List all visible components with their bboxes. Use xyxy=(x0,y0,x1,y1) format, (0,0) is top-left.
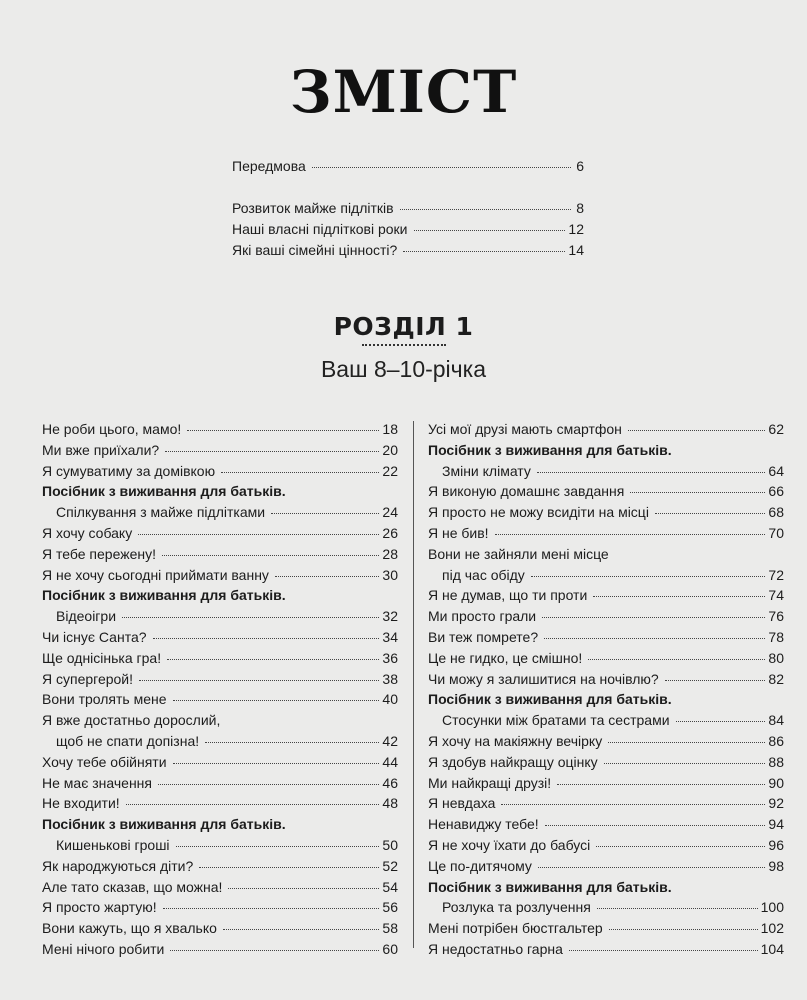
entry-title: Я просто не можу всидіти на місці xyxy=(428,504,649,521)
toc-entry[interactable] xyxy=(428,523,784,544)
entry-page: 70 xyxy=(768,524,784,541)
dot-leader xyxy=(569,950,758,951)
entry-page: 60 xyxy=(382,940,398,957)
toc-left-column xyxy=(42,419,398,960)
dot-leader xyxy=(596,846,765,847)
dot-leader xyxy=(676,721,766,722)
dot-leader xyxy=(275,576,379,577)
entry-title: Ми найкращі друзі! xyxy=(428,774,552,791)
entry-title: Посібник з виживання для батьків. xyxy=(428,878,672,895)
entry-page: 90 xyxy=(768,774,784,791)
entry-title: під час обіду xyxy=(442,566,525,583)
entry-title: Наші власні підліткові роки xyxy=(232,221,408,237)
dot-leader xyxy=(199,867,379,868)
entry-title: Посібник з виживання для батьків. xyxy=(428,441,672,458)
toc-entry[interactable] xyxy=(42,565,398,586)
entry-title: Я здобув найкращу оцінку xyxy=(428,753,598,770)
entry-page: 32 xyxy=(382,608,398,625)
entry-title: Мені потрібен бюстгальтер xyxy=(428,920,603,937)
dot-leader xyxy=(495,534,766,535)
dot-leader xyxy=(630,492,765,493)
entry-title: Я хочу на макіяжну вечірку xyxy=(428,732,603,749)
entry-title: Ми вже приїхали? xyxy=(42,441,160,458)
toc-entry[interactable] xyxy=(428,669,784,690)
entry-page: 88 xyxy=(768,753,784,770)
entry-page: 8 xyxy=(576,200,584,216)
dot-leader xyxy=(608,742,765,743)
entry-page: 20 xyxy=(382,441,398,458)
entry-title: Зміни клімату xyxy=(442,462,531,479)
toc-entry[interactable] xyxy=(42,461,398,482)
dot-leader xyxy=(544,638,765,639)
column-divider xyxy=(413,421,414,948)
toc-entry[interactable] xyxy=(428,918,784,939)
entry-title: Кишенькові гроші xyxy=(56,836,170,853)
page-title: ЗМІСТ xyxy=(289,58,518,126)
dot-leader xyxy=(173,763,380,764)
toc-entry[interactable] xyxy=(42,669,398,690)
guide-heading xyxy=(428,877,784,898)
toc-entry[interactable] xyxy=(428,835,784,856)
toc-entry[interactable] xyxy=(42,731,398,752)
dot-leader xyxy=(628,430,766,431)
entry-title: Ми просто грали xyxy=(428,608,537,625)
dot-leader xyxy=(167,659,379,660)
toc-entry[interactable] xyxy=(428,897,784,918)
entry-page: 58 xyxy=(382,920,398,937)
entry-page: 36 xyxy=(382,649,398,666)
entry-page: 14 xyxy=(568,242,584,258)
toc-entry[interactable] xyxy=(428,606,784,627)
entry-title: Посібник з виживання для батьків. xyxy=(42,587,286,604)
entry-title: Це не гидко, це смішно! xyxy=(428,649,583,666)
entry-title: Посібник з виживання для батьків. xyxy=(42,483,286,500)
entry-page: 12 xyxy=(568,221,584,237)
dot-leader xyxy=(542,617,765,618)
toc-entry[interactable] xyxy=(42,835,398,856)
toc-entry[interactable] xyxy=(232,219,584,240)
entry-page: 24 xyxy=(382,504,398,521)
entry-title: Я вже достатньо дорослий, xyxy=(42,712,221,729)
entry-title: Хочу тебе обійняти xyxy=(42,753,167,770)
entry-title: Але тато сказав, що можна! xyxy=(42,878,223,895)
entry-page: 28 xyxy=(382,545,398,562)
entry-page: 92 xyxy=(768,795,784,812)
entry-page: 22 xyxy=(382,462,398,479)
entry-title: Чи існує Санта? xyxy=(42,628,147,645)
dot-leader xyxy=(187,430,379,431)
toc-right-column xyxy=(428,419,784,960)
intro-list xyxy=(232,156,584,261)
toc-entry[interactable] xyxy=(428,648,784,669)
entry-page: 96 xyxy=(768,836,784,853)
dot-leader xyxy=(223,929,380,930)
toc-entry[interactable] xyxy=(42,793,398,814)
toc-entry[interactable] xyxy=(428,710,784,731)
dot-leader xyxy=(501,804,765,805)
entry-title: Стосунки між братами та сестрами xyxy=(442,712,670,729)
toc-entry[interactable] xyxy=(428,752,784,773)
chapter-heading: РОЗДІЛ 1 xyxy=(333,312,474,341)
toc-entry[interactable] xyxy=(42,627,398,648)
toc-entry[interactable] xyxy=(428,773,784,794)
entry-page: 40 xyxy=(382,691,398,708)
entry-title: Не має значення xyxy=(42,774,152,791)
entry-title: Посібник з виживання для батьків. xyxy=(428,691,672,708)
toc-entry[interactable] xyxy=(42,440,398,461)
guide-heading xyxy=(42,481,398,502)
dot-leader xyxy=(312,167,571,168)
entry-title: Я тебе пережену! xyxy=(42,545,156,562)
entry-page: 50 xyxy=(382,836,398,853)
entry-page: 84 xyxy=(768,712,784,729)
entry-title: Це по-дитячому xyxy=(428,857,532,874)
guide-heading xyxy=(428,440,784,461)
entry-page: 86 xyxy=(768,732,784,749)
toc-entry[interactable] xyxy=(428,793,784,814)
entry-page: 26 xyxy=(382,524,398,541)
dot-leader xyxy=(400,209,571,210)
toc-entry[interactable] xyxy=(42,939,398,960)
toc-entry[interactable] xyxy=(42,606,398,627)
entry-title: Вони не зайняли мені місце xyxy=(428,545,609,562)
dot-leader xyxy=(414,230,566,231)
entry-page: 98 xyxy=(768,857,784,874)
entry-page: 102 xyxy=(760,920,784,937)
dot-leader xyxy=(163,908,380,909)
dot-leader xyxy=(221,472,379,473)
toc-entry[interactable] xyxy=(428,502,784,523)
entry-page: 34 xyxy=(382,628,398,645)
entry-page: 56 xyxy=(382,899,398,916)
entry-title: Я не думав, що ти проти xyxy=(428,587,588,604)
dot-leader xyxy=(655,513,765,514)
dot-leader xyxy=(597,908,758,909)
dot-leader xyxy=(557,784,765,785)
toc-entry[interactable] xyxy=(232,156,584,177)
entry-title: Вони кажуть, що я хвалько xyxy=(42,920,217,937)
dot-leader xyxy=(173,700,380,701)
entry-page: 66 xyxy=(768,483,784,500)
toc-entry[interactable] xyxy=(42,897,398,918)
entry-title: Мені нічого робити xyxy=(42,940,165,957)
entry-title: Розвиток майже підлітків xyxy=(232,200,394,216)
dot-leader xyxy=(403,251,565,252)
toc-entry[interactable] xyxy=(428,814,784,835)
dot-leader xyxy=(545,825,766,826)
entry-title: Я не хочу сьогодні приймати ванну xyxy=(42,566,269,583)
entry-page: 78 xyxy=(768,628,784,645)
entry-title: Я виконую домашнє завдання xyxy=(428,483,625,500)
entry-page: 6 xyxy=(576,158,584,174)
toc-entry[interactable] xyxy=(42,877,398,898)
entry-title: Я не бив! xyxy=(428,524,489,541)
entry-page: 62 xyxy=(768,421,784,437)
guide-heading xyxy=(428,689,784,710)
entry-title: Я просто жартую! xyxy=(42,899,157,916)
toc-entry xyxy=(42,710,398,731)
entry-page: 38 xyxy=(382,670,398,687)
entry-page: 44 xyxy=(382,753,398,770)
toc-entry[interactable] xyxy=(232,198,584,219)
entry-title: Усі мої друзі мають смартфон xyxy=(428,421,622,437)
toc-entry[interactable] xyxy=(42,544,398,565)
entry-page: 54 xyxy=(382,878,398,895)
toc-entry xyxy=(428,544,784,565)
dot-leader xyxy=(139,680,379,681)
entry-title: Розлука та розлучення xyxy=(442,899,591,916)
entry-page: 76 xyxy=(768,608,784,625)
dot-leader xyxy=(158,784,379,785)
entry-title: Відеоігри xyxy=(56,608,117,625)
entry-title: Ви теж помрете? xyxy=(428,628,539,645)
entry-title: Чи можу я залишитися на ночівлю? xyxy=(428,670,659,687)
entry-title: Не входити! xyxy=(42,795,120,812)
dot-leader xyxy=(170,950,379,951)
toc-entry[interactable] xyxy=(232,240,584,261)
dot-leader xyxy=(588,659,765,660)
dot-leader xyxy=(138,534,379,535)
dot-leader xyxy=(162,555,379,556)
guide-heading xyxy=(42,814,398,835)
toc-entry[interactable] xyxy=(428,939,784,960)
toc-entry[interactable] xyxy=(42,773,398,794)
toc-entry[interactable] xyxy=(428,481,784,502)
entry-page: 82 xyxy=(768,670,784,687)
dot-leader xyxy=(205,742,379,743)
chapter-rule xyxy=(362,344,446,346)
chapter-subtitle: Ваш 8–10-річка xyxy=(320,356,487,382)
entry-title: Передмова xyxy=(232,158,306,174)
toc-entry[interactable] xyxy=(428,627,784,648)
entry-title: Не роби цього, мамо! xyxy=(42,421,182,437)
entry-title: Спілкування з майже підлітками xyxy=(56,504,266,521)
dot-leader xyxy=(126,804,380,805)
entry-title: Посібник з виживання для батьків. xyxy=(42,816,286,833)
entry-page: 64 xyxy=(768,462,784,479)
entry-page: 52 xyxy=(382,857,398,874)
entry-page: 68 xyxy=(768,504,784,521)
toc-entry[interactable] xyxy=(42,918,398,939)
dot-leader xyxy=(609,929,758,930)
entry-title: Я не хочу їхати до бабусі xyxy=(428,836,591,853)
entry-page: 104 xyxy=(760,940,784,957)
dot-leader xyxy=(176,846,380,847)
entry-page: 42 xyxy=(382,732,398,749)
toc-entry[interactable] xyxy=(428,585,784,606)
toc-entry[interactable] xyxy=(42,648,398,669)
entry-page: 94 xyxy=(768,816,784,833)
dot-leader xyxy=(165,451,379,452)
toc-entry[interactable] xyxy=(428,419,784,440)
dot-leader xyxy=(593,596,765,597)
dot-leader xyxy=(531,576,766,577)
entry-title: Я сумуватиму за домівкою xyxy=(42,462,216,479)
entry-title: Я недостатньо гарна xyxy=(428,940,563,957)
dot-leader xyxy=(122,617,379,618)
entry-title: Як народжуються діти? xyxy=(42,857,194,874)
toc-entry[interactable] xyxy=(428,731,784,752)
toc-entry[interactable] xyxy=(42,752,398,773)
dot-leader xyxy=(271,513,379,514)
entry-title: Вони тролять мене xyxy=(42,691,167,708)
dot-leader xyxy=(604,763,766,764)
entry-page: 72 xyxy=(768,566,784,583)
entry-page: 30 xyxy=(382,566,398,583)
entry-title: щоб не спати допізна! xyxy=(56,732,200,749)
toc-entry[interactable] xyxy=(42,689,398,710)
toc-entry[interactable] xyxy=(42,856,398,877)
entry-page: 74 xyxy=(768,587,784,604)
toc-entry[interactable] xyxy=(428,565,784,586)
toc-entry[interactable] xyxy=(42,523,398,544)
dot-leader xyxy=(537,472,766,473)
entry-title: Я невдаха xyxy=(428,795,496,812)
entry-page: 48 xyxy=(382,795,398,812)
entry-title: Ненавиджу тебе! xyxy=(428,816,539,833)
dot-leader xyxy=(153,638,380,639)
entry-page: 100 xyxy=(760,899,784,916)
guide-heading xyxy=(42,585,398,606)
toc-entry[interactable] xyxy=(42,502,398,523)
entry-page: 18 xyxy=(382,421,398,437)
dot-leader xyxy=(665,680,766,681)
entry-title: Які ваші сімейні цінності? xyxy=(232,242,398,258)
entry-page: 46 xyxy=(382,774,398,791)
dot-leader xyxy=(538,867,766,868)
entry-title: Я хочу собаку xyxy=(42,524,133,541)
entry-title: Я супергерой! xyxy=(42,670,134,687)
entry-title: Ще однісінька гра! xyxy=(42,649,162,666)
toc-entry[interactable] xyxy=(42,419,398,440)
entry-page: 80 xyxy=(768,649,784,666)
dot-leader xyxy=(228,888,379,889)
toc-entry[interactable] xyxy=(428,856,784,877)
toc-entry[interactable] xyxy=(428,461,784,482)
